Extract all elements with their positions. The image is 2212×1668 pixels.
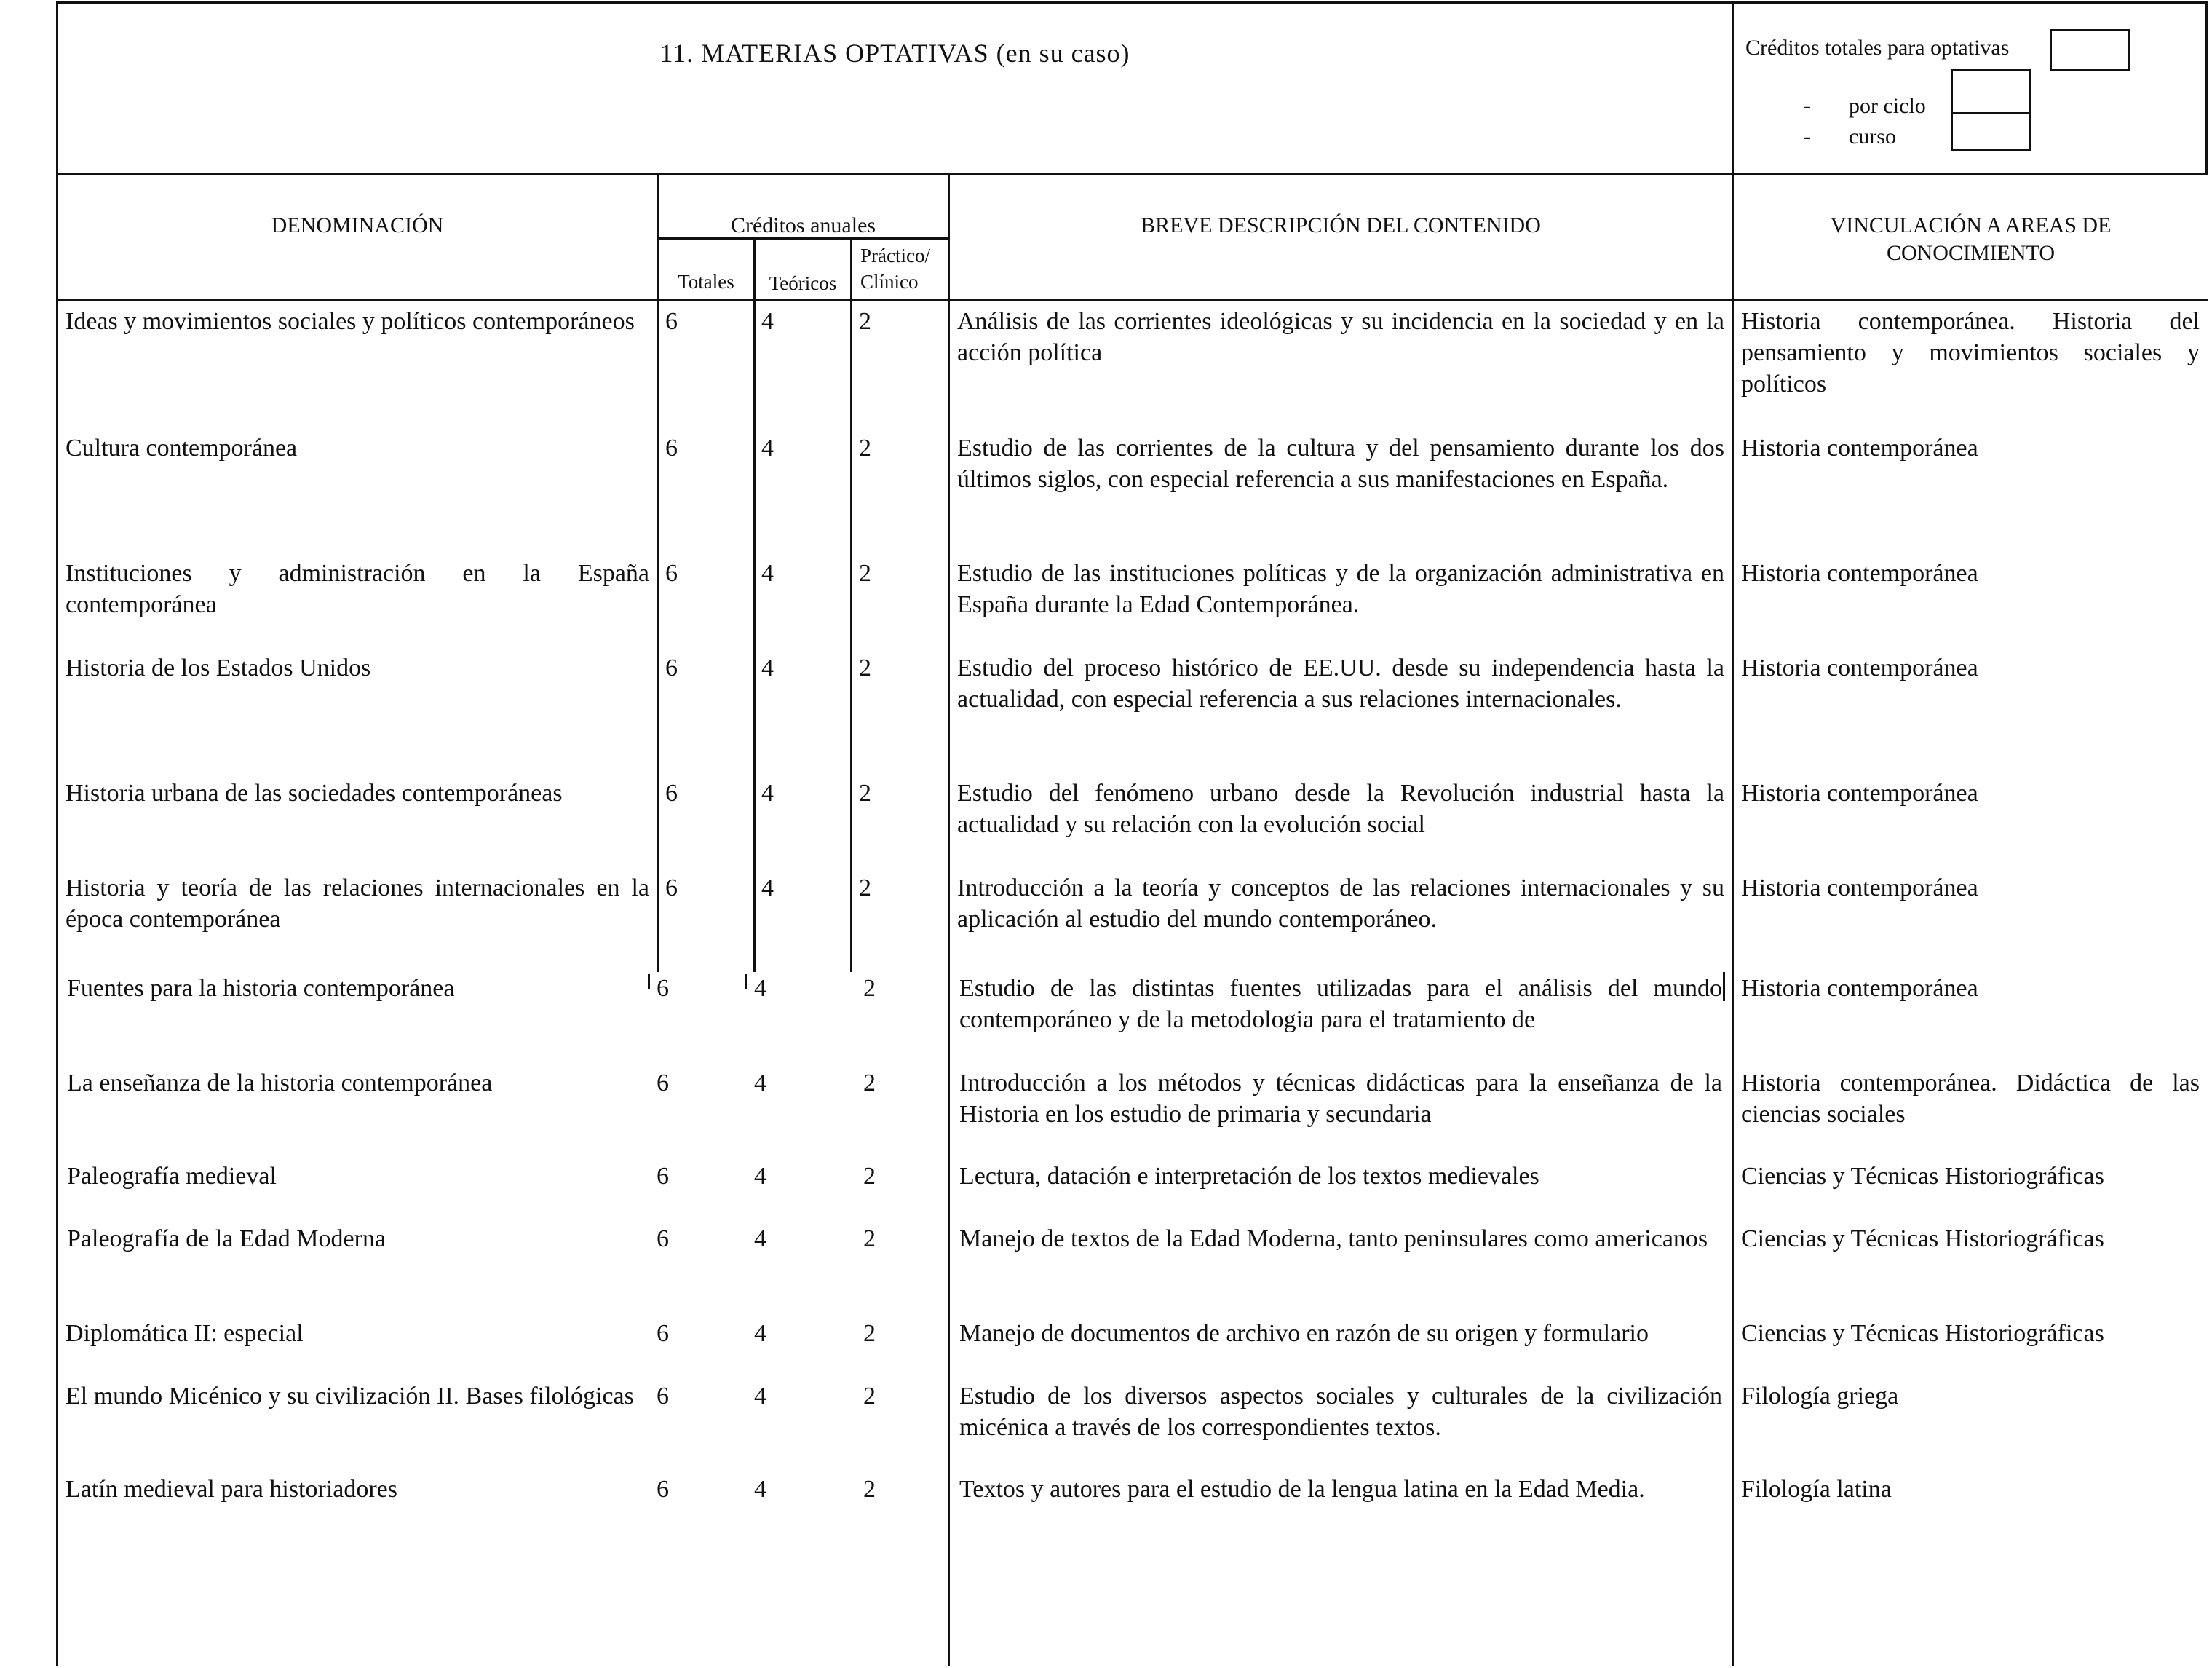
- row-name: Paleografía de la Edad Moderna: [67, 1225, 386, 1252]
- row-descripcion: Manejo de textos de la Edad Moderna, tanto peninsulares como americanos: [959, 1225, 1708, 1252]
- col-divider-teoricos: [850, 239, 852, 972]
- row-practicos: 2: [863, 1225, 876, 1252]
- row-teoricos: 4: [754, 1476, 766, 1503]
- row-teoricos: 4: [754, 1070, 766, 1096]
- row-totales: 6: [657, 1320, 669, 1347]
- col-header-vinculacion-line1: VINCULACIÓN A AREAS DE: [1830, 213, 2112, 237]
- row-name: Fuentes para la historia contemporánea: [67, 975, 455, 1002]
- row-descripcion: Estudio de las distintas fuentes utilizadas para el análisis del mundo contemporáneo y de la metodologia para el tratamiento de: [959, 975, 1722, 1033]
- credits-total-box: [2050, 29, 2130, 71]
- col-header-vinculacion-line2: CONOCIMIENTO: [1886, 241, 2056, 265]
- row-practicos: 2: [863, 1383, 876, 1410]
- row-area: Historia contemporánea: [1741, 975, 1978, 1002]
- col-header-practico-line1: Práctico/: [860, 245, 930, 266]
- row-totales: 6: [657, 1383, 669, 1410]
- row-teoricos: 4: [754, 1225, 766, 1252]
- course-label: curso: [1849, 124, 1896, 149]
- row-totales: 6: [657, 1476, 669, 1503]
- row-name: Paleografía medieval: [67, 1163, 277, 1190]
- row-area: Historia contemporánea: [1741, 780, 1978, 807]
- row-name: Historia de los Estados Unidos: [66, 655, 371, 681]
- row-teoricos: 4: [761, 655, 774, 681]
- per-cycle-dash: -: [1804, 94, 1811, 118]
- row-practicos: 2: [859, 780, 871, 807]
- right-border: [2205, 1, 2208, 174]
- row-descripcion: Estudio de los diversos aspectos sociales y culturales de la civilización micénica a través de los correspondientes textos.: [959, 1383, 1722, 1441]
- row-descripcion: Estudio del fenómeno urbano desde la Revolución industrial hasta la actualidad y su relación con la evolución social: [957, 780, 1724, 838]
- row-area: Historia contemporánea: [1741, 655, 1978, 681]
- row-totales: 6: [665, 560, 678, 587]
- credits-total-label: Créditos totales para optativas: [1745, 36, 2010, 60]
- row-totales: 6: [657, 975, 669, 1002]
- row-name: Historia y teoría de las relaciones internacionales en la época contemporánea: [66, 874, 649, 933]
- row-totales: 6: [665, 655, 678, 681]
- row-totales: 6: [665, 308, 678, 335]
- left-border: [56, 1, 58, 1666]
- col-divider-totales-lower: [745, 974, 747, 989]
- row-teoricos: 4: [761, 308, 774, 335]
- row-totales: 6: [665, 780, 678, 807]
- row-descripcion: Lectura, datación e interpretación de los textos medievales: [959, 1163, 1539, 1190]
- row-teoricos: 4: [754, 1163, 766, 1190]
- row-practicos: 2: [859, 560, 871, 587]
- row-practicos: 2: [859, 874, 871, 901]
- row-area: Ciencias y Técnicas Historiográficas: [1741, 1225, 2104, 1252]
- col-divider-practico: [948, 173, 950, 1666]
- row-descripcion: Análisis de las corrientes ideológicas y su incidencia en la sociedad y en la acción política: [957, 308, 1724, 366]
- row-teoricos: 4: [754, 1383, 766, 1410]
- column-header-bottom-line: [56, 299, 2208, 301]
- row-name: Latín medieval para historiadores: [66, 1476, 397, 1503]
- col-header-teoricos: Teóricos: [769, 272, 837, 294]
- row-name: Historia urbana de las sociedades contemporáneas: [66, 780, 563, 807]
- row-practicos: 2: [863, 1320, 876, 1347]
- row-area: Ciencias y Técnicas Historiográficas: [1741, 1163, 2104, 1190]
- row-totales: 6: [657, 1070, 669, 1096]
- col-header-totales: Totales: [678, 271, 734, 293]
- row-area: Historia contemporánea: [1741, 874, 1978, 901]
- row-name: Instituciones y administración en la España contemporánea: [66, 560, 649, 618]
- row-area: Historia contemporánea: [1741, 560, 1978, 587]
- col-header-practico-line2: Clínico: [860, 271, 919, 293]
- row-area: Filología griega: [1741, 1383, 1899, 1410]
- top-border: [56, 1, 2208, 4]
- per-cycle-label: por ciclo: [1849, 94, 1926, 118]
- row-teoricos: 4: [761, 780, 774, 807]
- course-dash: -: [1804, 124, 1811, 149]
- row-practicos: 2: [863, 1476, 876, 1503]
- col-header-creditos-anuales: Créditos anuales: [730, 213, 876, 237]
- row-descripcion: Textos y autores para el estudio de la lengua latina en la Edad Media.: [959, 1476, 1645, 1503]
- row-totales: 6: [657, 1163, 669, 1190]
- row-descripcion: Manejo de documentos de archivo en razón de su origen y formulario: [959, 1320, 1649, 1347]
- row-name: La enseñanza de la historia contemporánea: [67, 1070, 493, 1096]
- col-header-denominacion: DENOMINACIÓN: [271, 213, 444, 237]
- header-bottom-line: [56, 173, 2208, 175]
- row-descripcion: Estudio del proceso histórico de EE.UU. desde su independencia hasta la actualidad, con especial referencia a sus relaciones internacionales.: [957, 655, 1724, 713]
- row-area: Filología latina: [1741, 1476, 1892, 1503]
- row-teoricos: 4: [761, 435, 774, 462]
- row-practicos: 2: [863, 975, 876, 1002]
- row-totales: 6: [665, 435, 678, 462]
- row-area: Historia contemporánea. Didáctica de las ciencias sociales: [1741, 1070, 2200, 1128]
- row-area: Historia contemporánea. Historia del pensamiento y movimientos sociales y políticos: [1741, 308, 2200, 398]
- desc-right-marker: [1723, 972, 1725, 1001]
- row-practicos: 2: [863, 1070, 876, 1096]
- row-teoricos: 4: [761, 560, 774, 587]
- row-teoricos: 4: [761, 874, 774, 901]
- row-descripcion: Estudio de las instituciones políticas y de la organización administrativa en España durante la Edad Contemporánea.: [957, 560, 1724, 618]
- section-title: 11. MATERIAS OPTATIVAS (en su caso): [659, 39, 1130, 68]
- row-totales: 6: [665, 874, 678, 901]
- course-box: [1951, 112, 2031, 151]
- col-header-descripcion: BREVE DESCRIPCIÓN DEL CONTENIDO: [1141, 213, 1541, 237]
- row-practicos: 2: [859, 435, 871, 462]
- row-name: Cultura contemporánea: [66, 435, 298, 462]
- row-name: El mundo Micénico y su civilización II. Bases filológicas: [66, 1383, 634, 1410]
- row-practicos: 2: [863, 1163, 876, 1190]
- row-name: Ideas y movimientos sociales y políticos contemporáneos: [66, 308, 635, 335]
- row-teoricos: 4: [754, 1320, 766, 1347]
- row-teoricos: 4: [754, 975, 766, 1002]
- row-area: Ciencias y Técnicas Historiográficas: [1741, 1320, 2104, 1347]
- per-cycle-box: [1951, 69, 2031, 114]
- col-divider-totales: [753, 239, 756, 972]
- row-descripcion: Introducción a la teoría y conceptos de las relaciones internacionales y su aplicación al estudio del mundo contemporáneo.: [957, 874, 1724, 933]
- row-totales: 6: [657, 1225, 669, 1252]
- row-descripcion: Introducción a los métodos y técnicas didácticas para la enseñanza de la Historia en los estudio de primaria y secundaria: [959, 1070, 1722, 1128]
- row-descripcion: Estudio de las corrientes de la cultura y del pensamiento durante los dos últimos siglos, con especial referencia a sus manifestaciones en España.: [957, 435, 1724, 493]
- row-area: Historia contemporánea: [1741, 435, 1978, 462]
- col-divider-denominacion-lower: [648, 974, 650, 989]
- row-name: Diplomática II: especial: [66, 1320, 304, 1347]
- row-practicos: 2: [859, 308, 871, 335]
- row-practicos: 2: [859, 655, 871, 681]
